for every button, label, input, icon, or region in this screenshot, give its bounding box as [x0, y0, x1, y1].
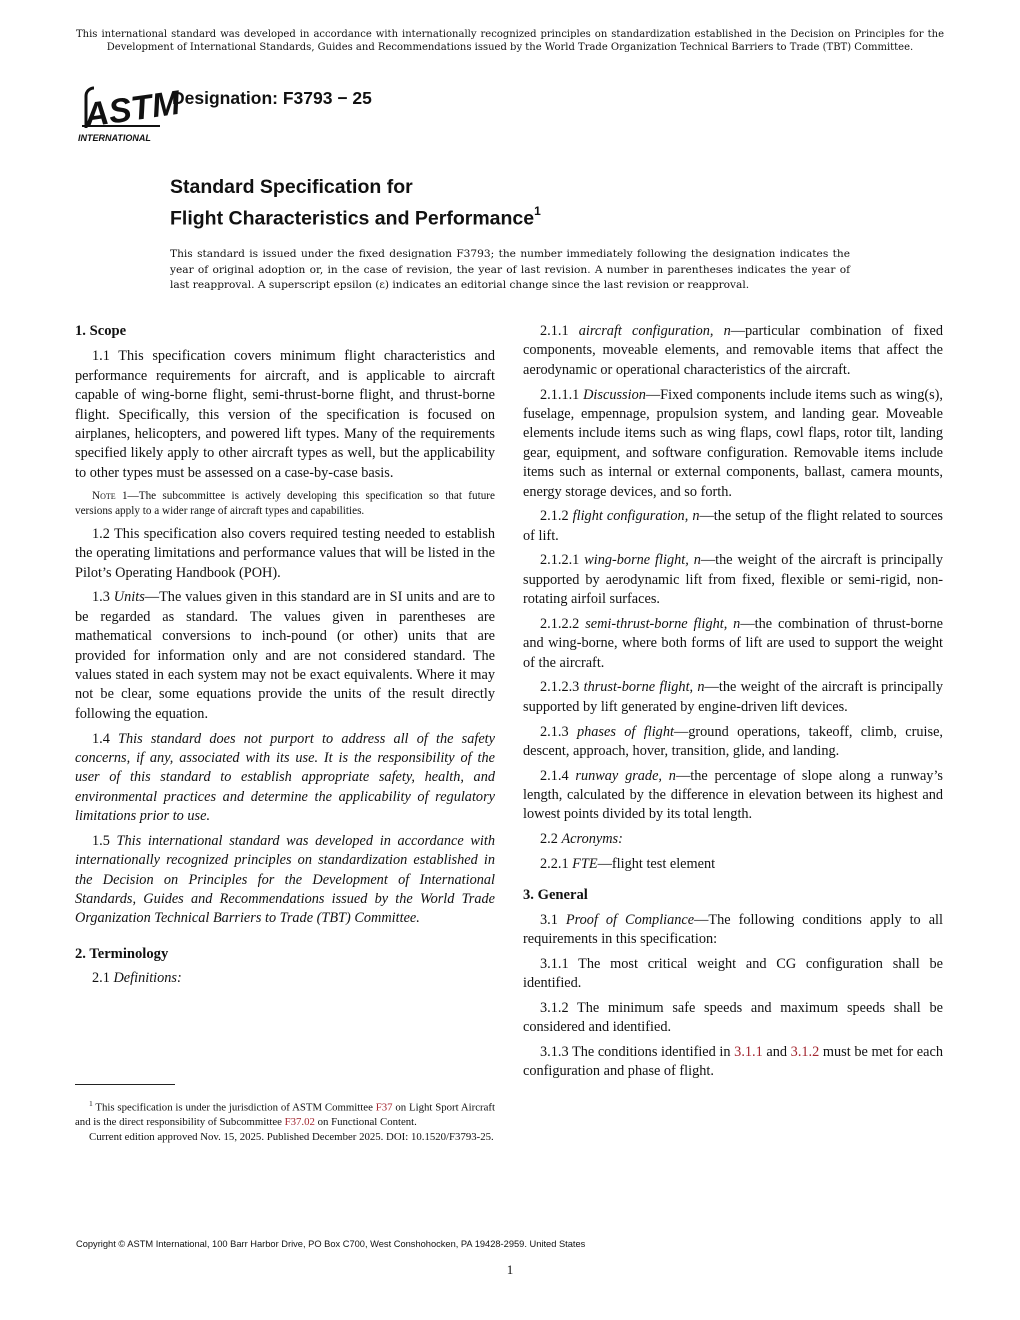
paragraph-2-1-2-1-text: —the weight of the aircraft is principally supported by aerodynamic lift from fixed, flexible or semi-rigid, non-rotating airfoil surfaces.	[523, 552, 944, 608]
paragraph-2-1-4-number: 2.1.4	[540, 767, 576, 784]
footnote-1	[75, 1097, 495, 1130]
paragraph-2-1-2-text: —the setup of the flight related to sources of lift.	[523, 508, 943, 544]
paragraph-2-1-1-number: 2.1.1	[540, 323, 579, 339]
xref-3-1-2-link[interactable]: 3.1.2	[790, 1043, 820, 1060]
footnote-1-number: 1	[89, 1099, 93, 1108]
paragraph-1-5	[75, 832, 495, 929]
paragraph-2-1-1-1-text: —Fixed components include items such as wing(s), fuselage, empennage, propulsion system, and landing gear. Moveable elements include items such as wing flaps, cowl flaps, rotor tilt, landing gear, equipment, and software configuration. Removable items include items such as internal or external components, ballast, camera mounts, energy storage devices, and so forth.	[523, 386, 943, 500]
paragraph-2-1-1-text: —particular combination of fixed components, moveable elements, and removable items that affect the aerodynamic or operational characteristics of the aircraft.	[523, 323, 943, 378]
paragraph-1-3-term: Units	[113, 589, 145, 606]
committee-f37-link[interactable]: F37	[375, 1101, 393, 1114]
paragraph-1-5-text: This international standard was developed in accordance with internationally recognized principles on standardization established in the Decision on Principles for the Development of International Standards, Guides and Recommendations issued by the World Trade Organization Technical Barriers to Trade (TBT) Committee.	[75, 832, 495, 927]
paragraph-2-1-number: 2.1	[92, 970, 114, 987]
paragraph-1-3-text: —The values given in this standard are in SI units and are to be regarded as standard. The values given in parentheses are mathematical conversions to inch-pound (or other) units that are provided for information only and are not considered standard. The values stated in each system may not be exact equivalents. Where it may not be clear, some equations provide the units of the result directly following the equation.	[75, 589, 495, 722]
paragraph-3-1-number: 3.1	[540, 911, 566, 928]
footnote-divider	[75, 1084, 175, 1085]
paragraph-2-1-2-2	[523, 615, 943, 673]
astm-logo	[72, 70, 183, 146]
paragraph-2-1-1-1-term: Discussion	[583, 386, 646, 403]
section-3-heading: 3. General	[523, 887, 588, 904]
paragraph-2-1-2-1	[523, 551, 943, 609]
paragraph-2-1-3-term: phases of flight	[576, 723, 674, 740]
note-1	[75, 489, 495, 520]
paragraph-2-2-1	[523, 855, 943, 874]
paragraph-2-2-1-text: —flight test element	[597, 855, 716, 872]
footnote-1-text-a: This specification is under the jurisdiction of ASTM Committee	[92, 1101, 376, 1114]
right-column	[523, 322, 943, 1087]
paragraph-2-1-2-number: 2.1.2	[540, 508, 573, 525]
paragraph-3-1-text: —The following conditions apply to all requirements in this specification:	[523, 911, 943, 948]
paragraph-2-1-1-term: aircraft configuration, n	[578, 323, 731, 339]
left-column	[75, 322, 495, 994]
paragraph-2-2-number: 2.2	[540, 831, 562, 848]
edition-note: Current edition approved Nov. 15, 2025. Published December 2025. DOI: 10.1520/F3793-25.	[89, 1130, 494, 1143]
paragraph-2-2-1-number: 2.2.1	[540, 855, 573, 872]
top-notice: This international standard was developed in accordance with internationally recognized principles on standardization established in the Decision on Principles for the Development of International Standards, Guides and Recommendations issued by the World Trade Organization Technical Barriers to Trade (TBT) Committee.	[76, 29, 944, 53]
note-1-label: Note 1	[92, 489, 128, 502]
paragraph-2-1-2-2-number: 2.1.2.2	[540, 615, 586, 632]
astm-logo-mark: ASTM	[81, 83, 183, 135]
paragraph-2-1-3-text: —ground operations, takeoff, climb, cruise, descent, approach, hover, transition, glide, and landing.	[523, 723, 943, 759]
paragraph-2-1-term: Definitions:	[113, 970, 182, 987]
designation: Designation: F3793 − 25	[172, 88, 372, 108]
paragraph-2-1-4-term: runway grade, n	[575, 767, 676, 784]
paragraph-1-4-text: This standard does not purport to address all of the safety concerns, if any, associated with its use. It is the responsibility of the user of this standard to establish appropriate safety, health, and environmental practices and determine the applicability of regulatory limitations prior to use.	[75, 730, 495, 825]
paragraph-3-1-1: 3.1.1 The most critical weight and CG configuration shall be identified.	[523, 955, 943, 992]
document-title	[170, 174, 541, 232]
paragraph-2-1-2-3-term: thrust-borne flight, n	[583, 679, 705, 696]
issue-note: This standard is issued under the fixed designation F3793; the number immediately following the designation indicates the year of original adoption or, in the case of revision, the year of last revision. A number in parentheses indicates the year of last reapproval. A superscript epsilon (ε) indicates an editorial change since the last revision or reapproval.	[170, 248, 850, 291]
paragraph-2-1-1-1-number: 2.1.1.1	[540, 386, 584, 403]
copyright: Copyright © ASTM International, 100 Barr Harbor Drive, PO Box C700, West Conshohocken, PA 19428-2959. United States	[76, 1239, 586, 1249]
paragraph-2-1-2-3	[523, 678, 943, 717]
footnotes	[75, 1097, 495, 1144]
paragraph-1-3	[75, 588, 495, 724]
paragraph-3-1-3-text-b: must be met for each configuration and phase of flight.	[523, 1043, 943, 1080]
paragraph-2-1-2-2-term: semi-thrust-borne flight, n	[585, 615, 741, 632]
paragraph-1-3-number: 1.3	[92, 589, 114, 606]
section-2-heading: 2. Terminology	[75, 945, 169, 962]
section-1-heading: 1. Scope	[75, 323, 127, 339]
astm-logo-subtitle: INTERNATIONAL	[78, 133, 151, 143]
paragraph-2-1-3	[523, 723, 943, 762]
paragraph-2-2	[523, 830, 943, 849]
paragraph-1-5-number: 1.5	[92, 832, 117, 849]
footnote-1-text-b: on Light Sport Aircraft and is the direct responsibility of Subcommittee	[75, 1101, 495, 1129]
subcommittee-f37-02-link[interactable]: F37.02	[284, 1116, 315, 1129]
paragraph-2-1-2-3-number: 2.1.2.3	[540, 679, 584, 696]
paragraph-3-1-3-text-a: 3.1.3 The conditions identified in	[540, 1043, 735, 1060]
paragraph-2-1	[75, 969, 495, 988]
footnote-1-text-c: on Functional Content.	[314, 1116, 417, 1129]
paragraph-1-4-number: 1.4	[92, 730, 119, 747]
paragraph-2-2-1-term: FTE	[572, 855, 598, 872]
paragraph-1-1: 1.1 This specification covers minimum flight characteristics and performance requirements for aircraft, and is applicable to aircraft capable of wing-borne flight, semi-thrust-borne flight, and thrust-borne flight. Specifically, this version of the specification is focused on airplanes, helicopters, and powered lift types. Many of the requirements specified likely apply to other aircraft types as well, but the applicability to other types must be assessed on a case-by-case basis.	[75, 348, 495, 481]
paragraph-3-1	[523, 911, 943, 950]
xref-3-1-1-link[interactable]: 3.1.1	[734, 1043, 763, 1060]
paragraph-2-1-3-number: 2.1.3	[540, 723, 577, 740]
paragraph-2-1-4	[523, 767, 943, 825]
title-line-2: Flight Characteristics and Performance	[170, 207, 535, 230]
paragraph-2-1-2-1-number: 2.1.2.1	[540, 552, 585, 569]
paragraph-2-1-2-term: flight configuration, n	[572, 508, 700, 525]
paragraph-2-2-term: Acronyms:	[561, 831, 623, 848]
paragraph-1-4	[75, 730, 495, 827]
paragraph-2-1-2-3-text: —the weight of the aircraft is principally supported by lift generated by engine-driven lift devices.	[523, 679, 943, 715]
paragraph-2-1-2-1-term: wing-borne flight, n	[584, 552, 701, 569]
paragraph-2-1-4-text: —the percentage of slope along a runway’s length, calculated by the difference in elevation between its highest and lowest points divided by its total length.	[523, 767, 943, 823]
title-footnote-ref: 1	[534, 204, 541, 218]
note-1-text: —The subcommittee is actively developing this specification so that future versions apply to a wider range of aircraft types and capabilities.	[75, 489, 495, 518]
paragraph-2-1-1	[523, 322, 943, 380]
paragraph-3-1-2: 3.1.2 The minimum safe speeds and maximum speeds shall be considered and identified.	[523, 999, 943, 1036]
paragraph-3-1-3	[523, 1043, 943, 1082]
paragraph-2-1-1-1	[523, 386, 943, 502]
paragraph-3-1-term: Proof of Compliance	[565, 911, 695, 928]
title-line-1: Standard Specification for	[170, 176, 413, 198]
paragraph-3-1-3-and: and	[762, 1043, 791, 1060]
paragraph-1-2: 1.2 This specification also covers required testing needed to establish the operating limitations and performance values that will be listed in the Pilot’s Operating Handbook (POH).	[75, 525, 495, 581]
paragraph-2-1-2	[523, 507, 943, 546]
paragraph-2-1-2-2-text: —the combination of thrust-borne and wing-borne, where both forms of lift are used to support the weight of the aircraft.	[523, 615, 943, 671]
page-number: 1	[506, 1262, 514, 1277]
